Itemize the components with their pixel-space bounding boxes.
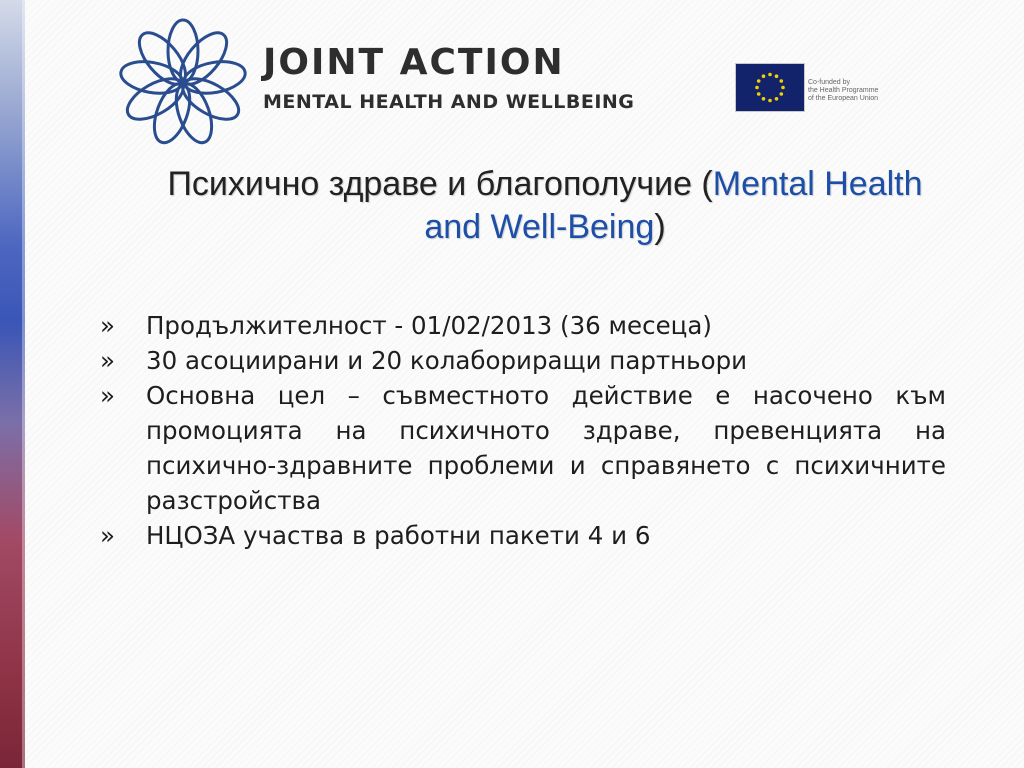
list-item [100,378,946,518]
flower-logo-icon [118,18,248,148]
bullet-text: Продължителност - 01/02/2013 (36 месеца) [146,311,712,340]
joint-action-logo [118,18,718,148]
eu-text-line: the Health Programme [808,87,879,94]
bullet-marker: » [100,521,115,550]
list-item [100,518,946,553]
bullet-marker: » [100,346,115,375]
logo-subtitle: MENTAL HEALTH AND WELLBEING [263,91,635,113]
eu-text-line: of the European Union [808,95,879,102]
bullet-list [100,308,946,553]
list-item [100,343,946,378]
list-item [100,308,946,343]
eu-text-line: Co-funded by [808,79,851,86]
title-bulgarian: Психично здраве и благополучие ( [167,165,713,203]
title-english: Mental Health and Well-Being [424,165,923,246]
bullet-marker: » [100,311,115,340]
bullet-text: 30 асоциирани и 20 колабориращи партньори [146,346,748,375]
bullet-text: Основна цел – съвместното действие е насочено към промоцията на психичното здраве, превенцията на психично-здравните проблеми и справянето с психичните разстройства [146,381,946,515]
title-close-paren: ) [654,208,666,246]
logo-title: JOINT ACTION [263,42,565,83]
eu-cofunding-text [808,79,918,103]
bullet-marker: » [100,381,115,410]
bullet-text: НЦОЗА участва в работни пакети 4 и 6 [146,521,651,550]
slide-title [150,163,940,249]
eu-flag-icon [735,63,805,112]
side-accent-bar [0,0,25,768]
